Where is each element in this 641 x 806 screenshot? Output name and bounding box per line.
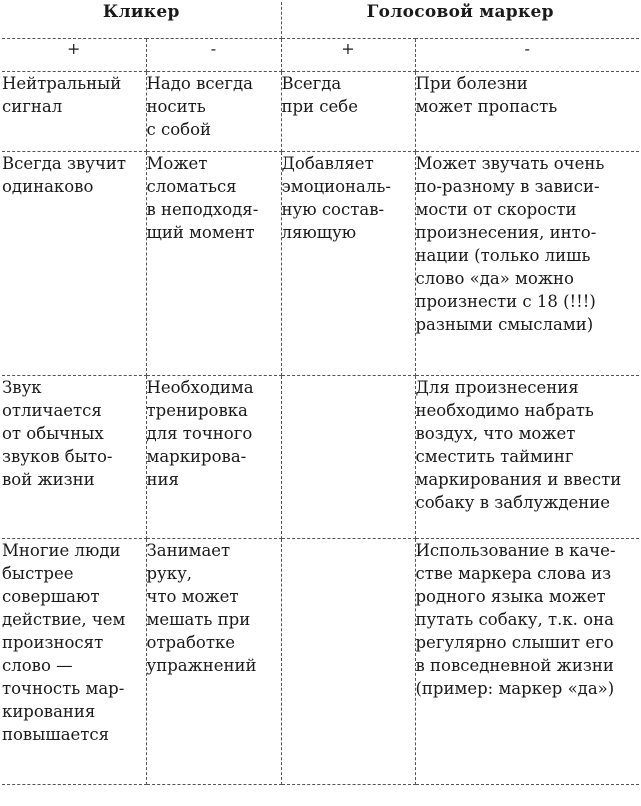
table-row — [2, 72, 639, 152]
subheader-voice-minus: - — [415, 39, 639, 72]
header-clicker: Кликер — [2, 2, 281, 39]
table-row — [2, 376, 639, 539]
cell-line: может пропасть — [415, 97, 558, 116]
cell-clicker-plus — [2, 376, 146, 539]
cell-line: нации (только лишь — [415, 246, 591, 265]
cell-line: сместить тайминг — [415, 447, 574, 466]
cell-line: эмоциональ- — [281, 177, 391, 196]
cell-line: При болезни — [415, 74, 528, 93]
cell-line: по-разному в зависи- — [415, 177, 600, 196]
cell-line: тренировка — [146, 401, 248, 420]
cell-line: маркирования и ввести — [415, 470, 622, 489]
cell-line: Для произнесения — [415, 378, 579, 397]
cell-line: щий момент — [146, 223, 255, 242]
cell-line: стве маркера слова из — [415, 564, 612, 583]
cell-voice-minus — [415, 152, 639, 376]
cell-clicker-minus — [146, 152, 281, 376]
cell-clicker-minus — [146, 72, 281, 152]
cell-line: для точного — [146, 424, 253, 443]
cell-line: произнесения, инто- — [415, 223, 597, 242]
cell-line: Всегда звучит — [2, 154, 127, 173]
cell-line: точность мар- — [2, 679, 125, 698]
cell-clicker-minus — [146, 539, 281, 785]
cell-line: Занимает — [146, 541, 231, 560]
cell-clicker-plus — [2, 539, 146, 785]
cell-line: Многие люди — [2, 541, 121, 560]
cell-line: отработке — [146, 633, 236, 652]
cell-voice-minus — [415, 72, 639, 152]
cell-line: Звук — [2, 378, 42, 397]
subheader-voice-plus: + — [281, 39, 415, 72]
cell-line: сломаться — [146, 177, 237, 196]
cell-line: руку, — [146, 564, 193, 583]
cell-line: упражнений — [146, 656, 257, 675]
subheader-clicker-plus: + — [2, 39, 146, 72]
cell-voice-plus — [281, 152, 415, 376]
cell-voice-plus-empty — [281, 539, 415, 785]
cell-line: (пример: маркер «да») — [415, 679, 615, 698]
table-row — [2, 539, 639, 785]
cell-line: Может звучать очень — [415, 154, 605, 173]
cell-line: мости от скорости — [415, 200, 577, 219]
subheader-clicker-minus: - — [146, 39, 281, 72]
cell-line: в повседневной жизни — [415, 656, 614, 675]
cell-clicker-plus — [2, 152, 146, 376]
cell-line: от обычных — [2, 424, 104, 443]
cell-line: ную состав- — [281, 200, 385, 219]
cell-line: вой жизни — [2, 470, 95, 489]
cell-line: совершают — [2, 587, 100, 606]
cell-line: маркирова- — [146, 447, 247, 466]
cell-line: при себе — [281, 97, 359, 116]
cell-voice-minus — [415, 539, 639, 785]
cell-line: быстрее — [2, 564, 74, 583]
cell-line: Надо всегда — [146, 74, 254, 93]
cell-line: родного языка может — [415, 587, 606, 606]
header-row — [2, 2, 639, 39]
comparison-table — [2, 2, 639, 785]
cell-line: с собой — [146, 120, 212, 139]
cell-line: слово — — [2, 656, 73, 675]
header-voice-marker: Голосовой маркер — [281, 2, 639, 39]
cell-line: слово «да» можно — [415, 269, 574, 288]
cell-clicker-minus — [146, 376, 281, 539]
cell-line: одинаково — [2, 177, 94, 196]
cell-line: ния — [146, 470, 179, 489]
cell-line: отличается — [2, 401, 102, 420]
subheader-row — [2, 39, 639, 72]
cell-line: ляющую — [281, 223, 357, 242]
cell-voice-plus-empty — [281, 376, 415, 539]
table-row — [2, 152, 639, 376]
cell-line: воздух, что может — [415, 424, 576, 443]
cell-line: что может — [146, 587, 239, 606]
cell-line: разными смыслами) — [415, 315, 594, 334]
cell-line: сигнал — [2, 97, 63, 116]
cell-line: произносят — [2, 633, 104, 652]
cell-line: повышается — [2, 725, 110, 744]
cell-line: действие, чем — [2, 610, 126, 629]
cell-line: путать собаку, т.к. она — [415, 610, 614, 629]
cell-line: Может — [146, 154, 208, 173]
cell-voice-minus — [415, 376, 639, 539]
cell-line: регулярно слышит его — [415, 633, 614, 652]
cell-line: в неподходя- — [146, 200, 259, 219]
cell-line: звуков быто- — [2, 447, 113, 466]
cell-clicker-plus — [2, 72, 146, 152]
cell-line: кирования — [2, 702, 96, 721]
cell-line: необходимо набрать — [415, 401, 594, 420]
cell-line: Нейтральный — [2, 74, 122, 93]
cell-line: мешать при — [146, 610, 251, 629]
cell-line: произнести с 18 (!!!) — [415, 292, 596, 311]
cell-line: Добавляет — [281, 154, 374, 173]
cell-voice-plus — [281, 72, 415, 152]
cell-line: Необходима — [146, 378, 254, 397]
cell-line: собаку в заблуждение — [415, 493, 611, 512]
cell-line: Всегда — [281, 74, 342, 93]
cell-line: носить — [146, 97, 206, 116]
cell-line: Использование в каче- — [415, 541, 616, 560]
